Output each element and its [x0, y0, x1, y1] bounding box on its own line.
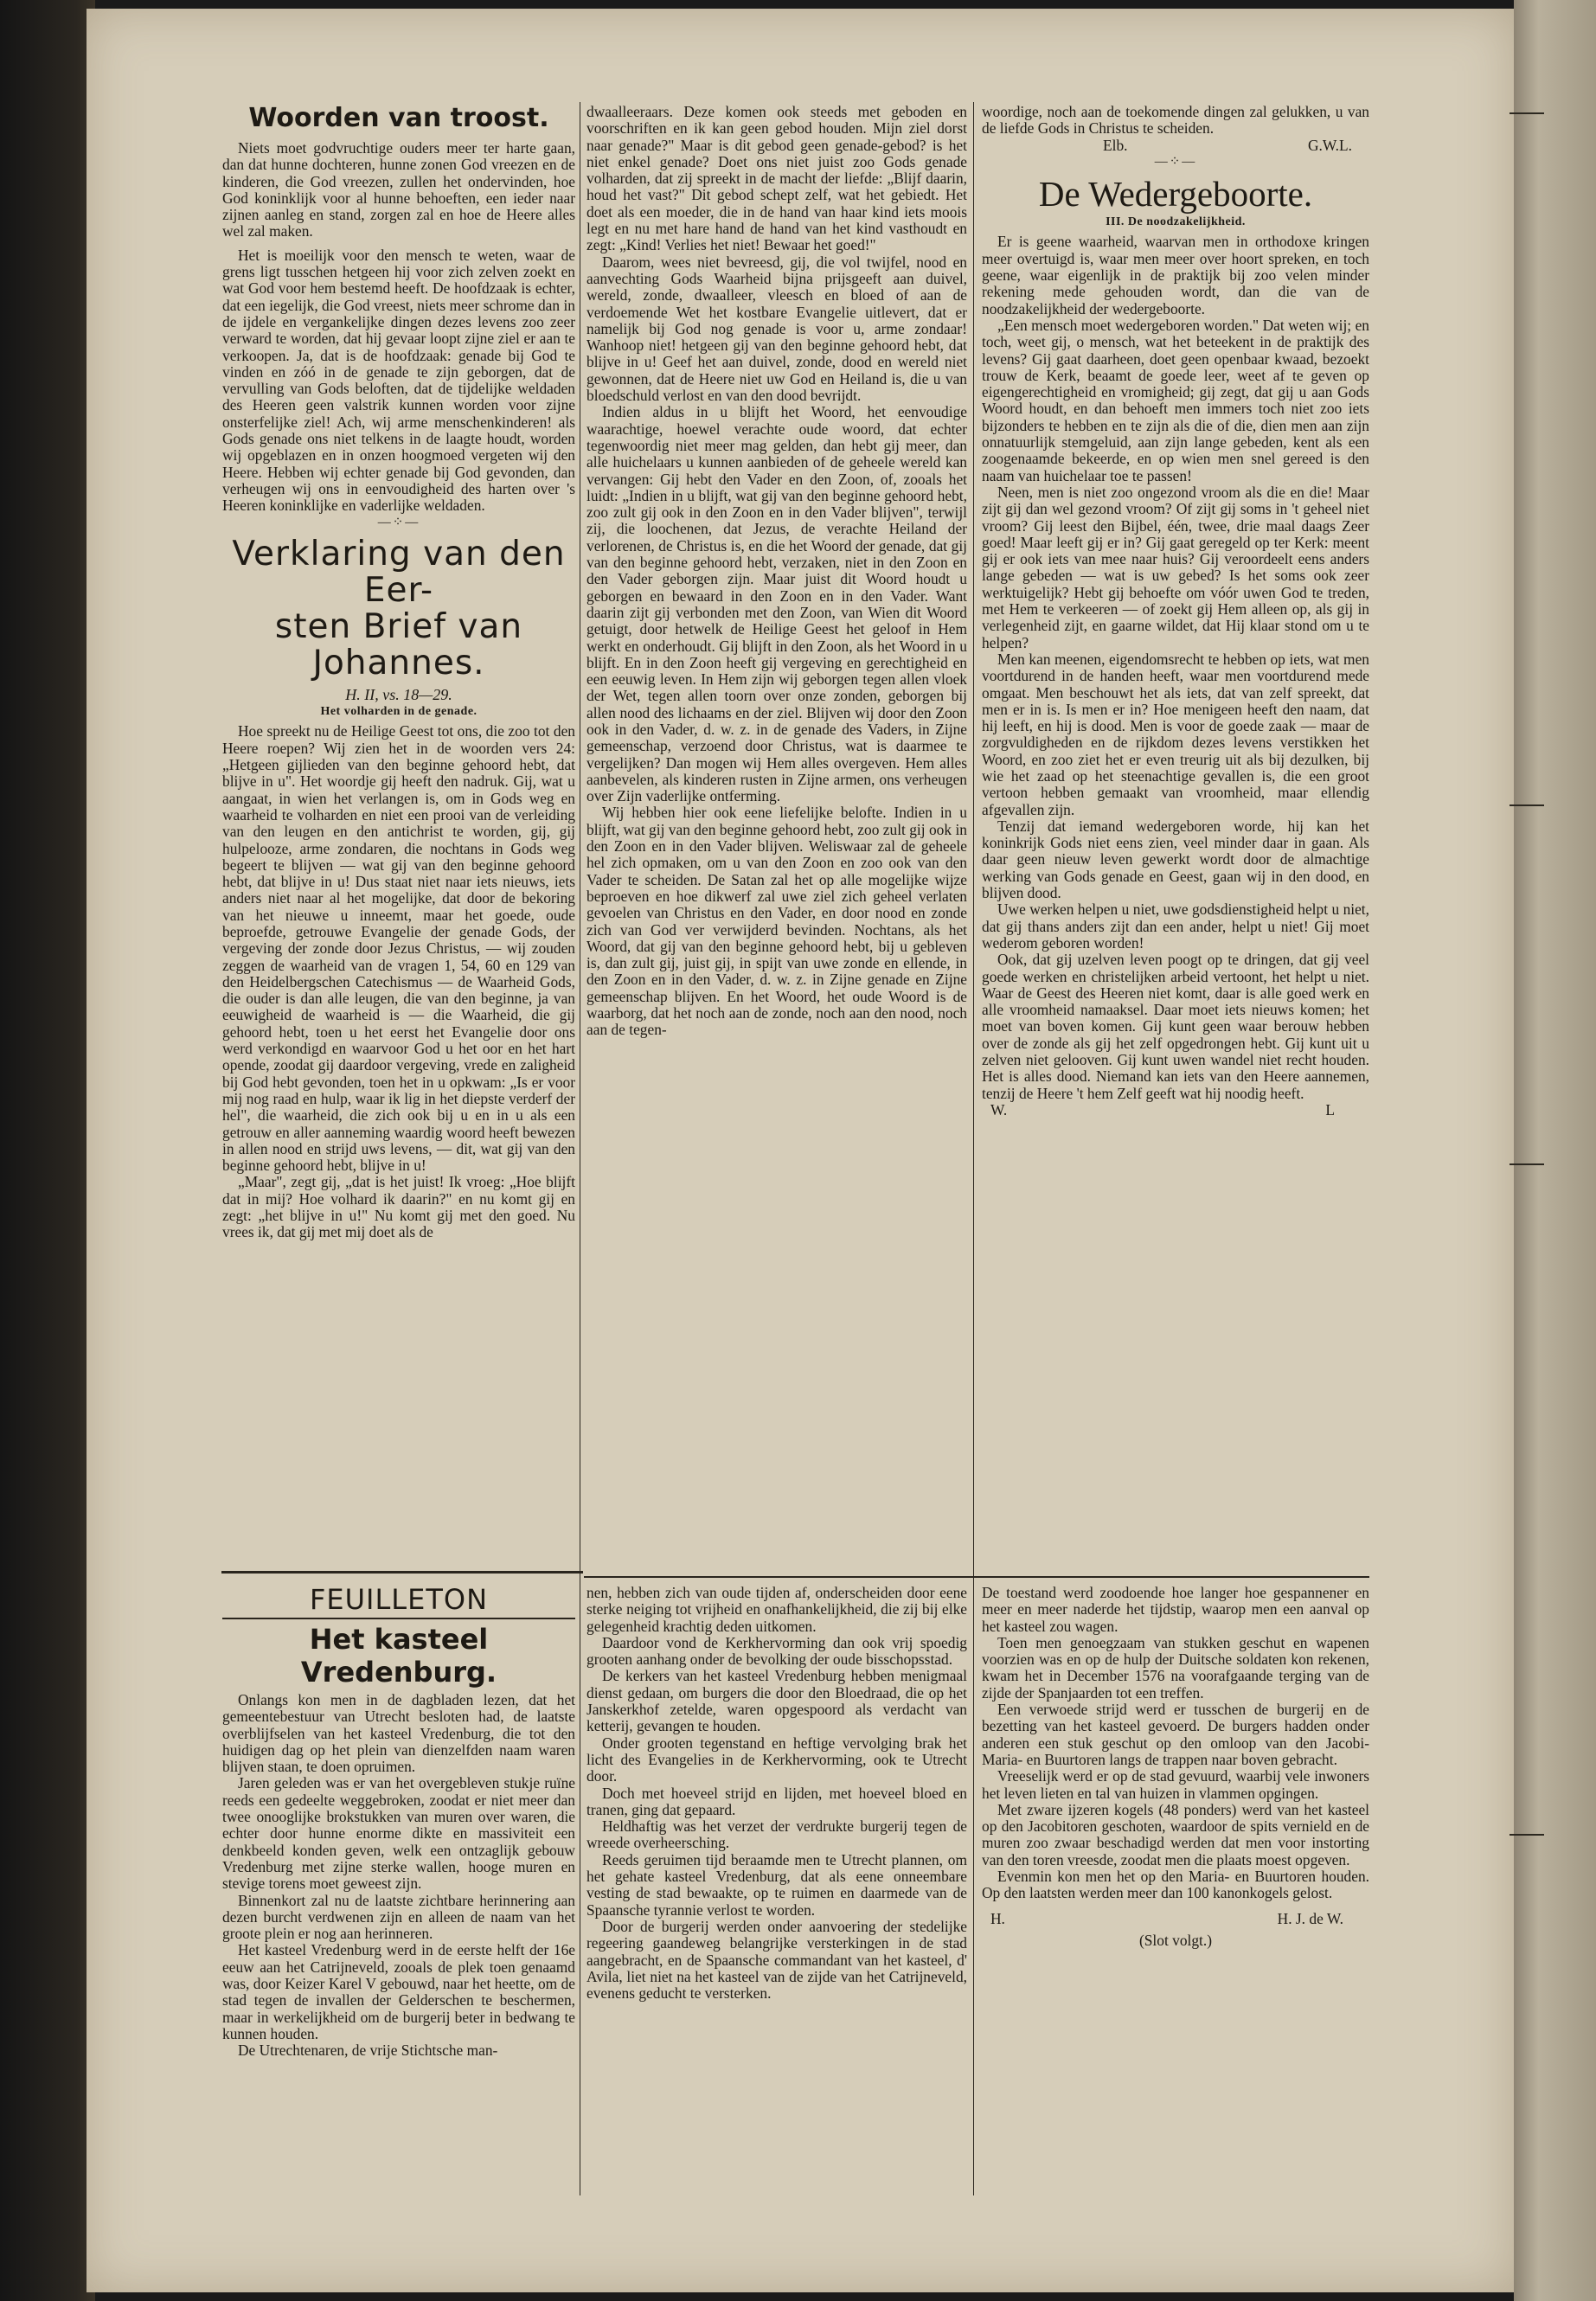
page-edge-mark [1509, 804, 1544, 806]
feuilleton-column-3 [982, 1585, 1369, 1949]
feuilleton-rule [222, 1618, 575, 1619]
paragraph: „Maar", zegt gij, „dat is het juist! Ik vroeg: „Hoe blijft dat in mij? Hoe volhard ik daarin?" en nu komt gij en zegt: „het blijve in u!" Nu komt gij met den goed. Nu vrees ik, dat gij met mij doet als de [222, 1173, 575, 1241]
ornament-divider: —⁘— [377, 515, 420, 529]
article-title-verklaring-line-2: sten Brief van Johannes. [274, 606, 523, 683]
paragraph: Binnenkort zal nu de laatste zichtbare herinnering aan dezen burcht verdwenen zijn en alleen de naam van het groote plein er nog aan herinneren. [222, 1891, 575, 1943]
paragraph: Jaren geleden was er van het overgebleven stukje ruïne reeds een gedeelte weggebroken, zoodat er niet meer dan twee onooglijke brokstukken van muren over waren, die echter door hunne enorme dikte en massiviteit een denkbeeld konden geven, welk een ontzaglijk gebouw Vredenburg met zijne sterke wallen, hooge muren en stevige torens moet geweest zijn. [222, 1774, 575, 1893]
paragraph: Er is geene waarheid, waarvan men in orthodoxe kringen meer overtuigd is, waar men meer over hoort spreken, en toch geene, waar eigenlijk in de praktijk bij zoo velen minder rekening mede gehouden wordt, dan die van de noodzakelijkheid der wedergeboorte. [982, 233, 1369, 317]
paragraph: „Een mensch moet wedergeboren worden." Dat weten wij; en toch, weet gij, o mensch, wat het beteekent in de praktijk des levens? Gij gaat daarheen, doet geen openbaar kwaad, bezoekt trouw de Kerk, beaamt de goede leer, weet af te geven op eigengerechtigheid en vromigheid; gij zegt, dat gij u aan Gods Woord houdt, en dan behoeft men immers toch niet zoo iets bijzonders te hebben en te zijn als die of die, dien men aan zijn onnatuurlijk stemgeluid, aan zijn lange gebeden, kent als een zoogenaamde bekeerde, en op wien men snel gereed is den naam van huichelaar toe te passen! [982, 316, 1369, 484]
paragraph: Vreeselijk werd er op de stad gevuurd, waarbij vele inwoners het leven lieten en tal van huizen in vlammen opgingen. [982, 1767, 1369, 1802]
scripture-reference: H. II, vs. 18—29. [345, 685, 452, 703]
signature-right: L [1325, 1100, 1335, 1118]
paragraph: Door de burgerij werden onder aanvoering der stedelijke regeering gaandeweg belangrijke versterkingen in de stad aangebracht, en de Spaansche commandant van het kasteel, d' Avila, liet niet na het kasteel van de zijde van het Catrijneveld, evenens geducht te versterken. [586, 1917, 967, 2003]
section-subhead: Het volharden in de genade. [320, 705, 478, 719]
paragraph: Met zware ijzeren kogels (48 ponders) werd van het kasteel op den Jacobitoren geschoten, waardoor de spits vernield en de muren zoo zwaar beschadigd werden dat men voor instorting van den toren vreesde, zoodat men die plaats moest opgeven. [982, 1800, 1369, 1868]
signature-left: H. [990, 1909, 1005, 1927]
paragraph: dwaalleeraars. Deze komen ook steeds met geboden en voorschriften en ik kan geen gebod houden. Mijn ziel dorst naar genade?" Maar is dit gebod geen genade-gebod? is het niet enkel genade? Doet ons niet juist zoo Gods genade volharden, dat zij spreekt in de macht der liefde: „Blijf daarin, houd het vast?" Dit gebod schept zelf, wat het gebiedt. Het doet als een moeder, die in de hand van haar kind iets moois legt en nu met hare hand de hand van het kind vasthoudt en zegt: „Kind! Verlies het niet! Bewaar het goed!" [586, 103, 967, 254]
paragraph: Niets moet godvruchtige ouders meer ter harte gaan, dan dat hunne dochteren, hunne zonen God vreezen en de kinderen, die God vreezen, zullen het ondervinden, hoe God koninklijk voor al hunne behoeften, een ieder naar zijnen aanleg en stand, zorgen zal en hoe de Heere alles wel zal maken. [222, 139, 575, 240]
column-1 [222, 104, 575, 1241]
column-2 [586, 104, 967, 1039]
scan-shadow-left [0, 0, 95, 2301]
paragraph: Heldhaftig was het verzet der verdrukte burgerij tegen de wreede overheersching. [586, 1817, 967, 1852]
paragraph: Onder grooten tegenstand en heftige vervolging brak het licht des Evangelies in de Kerkhervorming, ook te Utrecht door. [586, 1734, 967, 1785]
article-title-woorden-van-troost: Woorden van troost. [248, 103, 549, 133]
page-edge-mark [1509, 1163, 1544, 1165]
paragraph: Doch met hoeveel strijd en lijden, met hoeveel bloed en tranen, ging dat gepaard. [586, 1784, 967, 1818]
paragraph: De toestand werd zoodoende hoe langer hoe gespannener en meer en meer naderde het tijdstip, waarop men een aanval op het kasteel zou wagen. [982, 1584, 1369, 1635]
paragraph: Ook, dat gij uzelven leven poogt op te dringen, dat gij veel goede werken en christelijken arbeid vertoont, het helpt u niet. Waar de Geest des Heeren niet komt, daar is alle goed werk en alle vroomheid namaaksel. Daar moet iets nieuws komen; het moet van boven komen. Gij kunt geen waar berouw hebben over de zonde als gij het zelf opgedrongen hebt. Gij kunt uit u zelven niet gelooven. Gij kunt uwen wandel niet recht houden. Het is alles dood. Niemand kan iets van den Heere aannemen, tenzij de Heere 't hem Zelf geeft wat hij noodig heeft. [982, 951, 1369, 1102]
paragraph: Toen men genoegzaam van stukken geschut en wapenen voorzien was en op de hulp der Duitsche soldaten kon rekenen, kwam het in December 1576 na voorafgaande terging van de zijde der Spanjaarden tot een treffen. [982, 1633, 1369, 1702]
paragraph: Het kasteel Vredenburg werd in de eerste helft der 16e eeuw aan het Catrijneveld, zooals de plek toen genaamd was, door Keizer Karel V gebouwd, naar het heette, om de stad tegen de invallen der Gelderschen te beschermen, maar in werkelijkheid om de burgerij beter in bedwang te kunnen houden. [222, 1941, 575, 2042]
paragraph: Een verwoede strijd werd er tusschen de burgerij en de bezetting van het kasteel gevoerd. De burgers hadden onder anderen een stuk geschut op den omloop van den Jacobi- Maria- en Buurtoren langs de trappen naar boven gebracht. [982, 1701, 1369, 1768]
paragraph: Onlangs kon men in de dagbladen lezen, dat het gemeentebestuur van Utrecht besloten had, de laatste overblijfselen van het kasteel Vredenburg, die tot den huidigen dag op het plein van dienzelfden naam waren blijven staan, te doen opruimen. [222, 1691, 575, 1776]
paragraph: woordige, noch aan de toekomende dingen zal gelukken, u van de liefde Gods in Christus te scheiden. [982, 103, 1369, 138]
paragraph: Daarom, wees niet bevreesd, gij, die vol twijfel, nood en aanvechting Gods Waarheid bijna prijsgeeft aan duivel, wereld, zonde, dwaalleer, vleesch en bloed of aan de verdoemende Wet het kostbare Evangelie uitlevert, dat er namelijk bij God nog genade is voor u, arme zondaar! Wanhoop niet! hetgeen gij van den beginne gehoord hebt, dat blijve in u! Geef het aan duivel, zonde, dood en wereld niet gewonnen, dat de Heere niet uw God en Heiland is, die u van bloedschuld verlost en van den dood bevrijdt. [586, 253, 967, 405]
feuilleton-top-rule [221, 1571, 583, 1574]
book-spine-edge [1514, 0, 1596, 2301]
signature-line [982, 1902, 1369, 1927]
signature-line [982, 1102, 1369, 1118]
feuilleton-column-2 [586, 1585, 967, 2002]
signature-left: Elb. [1103, 136, 1128, 154]
article-title-wedergeboorte: De Wedergeboorte. [1038, 174, 1313, 215]
signature-right: G.W.L. [1307, 136, 1352, 154]
paragraph: De kerkers van het kasteel Vredenburg hebben menigmaal dienst gedaan, om burgers die door den Bloedraad, die op het Janskerkhof zetelde, waren opgespoord als verdacht van ketterij, gevangen te houden. [586, 1667, 967, 1735]
ornament-divider: —⁘— [1154, 154, 1197, 169]
to-be-continued-note: (Slot volgt.) [1138, 1931, 1213, 1949]
column-3 [982, 104, 1369, 1118]
paragraph: Indien aldus in u blijft het Woord, het eenvoudige waarachtige, hoewel verachte oude woord, dat echter tegenwoordig niet meer mag gelden, dan hebt gij meer, dan alle huichelaars u kunnen aanbieden of de geheele wereld kan vervangen: Gij hebt den Vader en den Zoon, of, zooals het luidt: „Indien in u blijft, wat gij van den beginne gehoord hebt, zoo zult gij ook in den Zoon en in den Vader blijven", terwijl zij, die loochenen, dat Jezus, de verachte Heiland der verlorenen, de Christus is, en die het Woord der genade, dat gij van den beginne gehoord hebt, verzaken, niet in den Zoon en den Vader geborgen zijn. Maar juist dit Woord houdt u geborgen en bewaard in den Zoon en in den Vader. Want daarin zijt gij verbonden met den Zoon, van Wien dit Woord getuigt, door hetwelk de Heilige Geest het geloof in Hem werkt en onderhoudt. Gij blijft in den Zoon, als het Woord in u blijft. En in den Zoon heeft gij vergeving en gerechtigheid en een eeuwig leven. In Hem zijn wij geborgen tegen allen vloek der Wet, tegen allen toorn over onze zonden, geborgen bij allen nood des lichaams en der ziel. Blijven wij door den Zoon ook in den Vader, d. w. z. in de genade des Vaders, in Zijne gemeenschap, verzoend door Christus, wat is daarmee te vergelijken? Dan mogen wij Hem alles overgeven. Hem alles aanbevelen, als kinderen rusten in Zijne armen, ons verheugen over Zijn vaderlijke ontferming. [586, 403, 967, 805]
paragraph: Evenmin kon men het op den Maria- en Buurtoren houden. Op den laatsten werden meer dan 100 kanonkogels gelost. [982, 1868, 1369, 1902]
paragraph: Wij hebben hier ook eene liefelijke belofte. Indien in u blijft, wat gij van den beginne gehoord hebt, zoo zult gij ook in den Zoon en in den Vader blijven. Weliswaar zal de geheele hel zich opmaken, om u van den Zoon en zoo ook van den Vader te scheiden. De Satan zal het op alle mogelijke wijze beproeven en hoe dikwerf zal uwe ziel zich geheel verlaten gevoelen van Christus en den Vader, en door nood en zonde zich van God ver verwijderd bevinden. Nochtans, als het Woord, dat gij van den beginne gehoord hebt, bij u gebleven is, dan zult gij, juist gij, in spijt van uwe zonde en ellende, in den Zoon en in den Vader, d. w. z. in Zijne genade en Zijne gemeenschap blijven. En het Woord, het oude Woord is de waarborg, dat het noch aan de zonde, noch aan den nood, noch aan de tegen- [586, 804, 967, 1039]
page-edge-mark [1509, 112, 1544, 114]
column-rule-2 [973, 102, 974, 2195]
paragraph: Reeds geruimen tijd beraamde men te Utrecht plannen, om het gehate kasteel Vredenburg, dat als eene onneembare vesting de stad bewaakte, op te ruimen en daarmede van de Spaansche tyrannie verlost te worden. [586, 1850, 967, 1919]
paragraph: Tenzij dat iemand wedergeboren worde, hij kan het koninkrijk Gods niet eens zien, veel minder daar in gaan. Als daar geen nieuw leven gewerkt wordt door de almachtige werking van Gods genade en Geest, gaan wij in den dood, en blijven dood. [982, 817, 1369, 902]
signature-right: H. J. de W. [1277, 1909, 1343, 1927]
paragraph: nen, hebben zich van oude tijden af, onderscheiden door eene sterke neiging tot vrijheid en onafhankelijkheid, die zij bij elke gelegenheid krachtig deden uitkomen. [586, 1584, 967, 1635]
feuilleton-column-1 [222, 1583, 575, 2060]
signature-left: W. [990, 1100, 1008, 1118]
paragraph: Het is moeilijk voor den mensch te weten, waar de grens ligt tusschen hetgeen hij voor zich zelven zoekt en wat God voor hem bestemd heeft. De hoofdzaak is echter, dat een iegelijk, die God vreest, niets meer schrome dan in de ijdele en vergankelijke dingen dezes levens zoo zeer verward te worden, dat hij gevaar loopt zijne ziel er aan te verkoopen. Ja, dat is de hoofdzaak: genade bij God te vinden en zóó in de genade te zijn geborgen, dat de vervulling van Gods beloften, dat de tijdelijke weldaden des Heeren geen valstrik kunnen worden voor zijne onsterfelijke ziel! Ach, wij arme menschenkinderen! als Gods genade ons niet telkens in de laagte houdt, worden wij opgeblazen en in onzen hoogmoed vergeten wij den Heere. Hebben wij echter genade bij God gevonden, dan verheugen wij ons in eenvoudigheid des harten over 's Heeren koninklijke en vaderlijke weldaden. [222, 246, 575, 515]
paragraph: De Utrechtenaren, de vrije Stichtsche man- [238, 2041, 498, 2060]
article-title-verklaring-line-1: Verklaring van den Eer- [232, 534, 566, 610]
paragraph: Neen, men is niet zoo ongezond vroom als die en die! Maar zijt gij dan wel gezond vroom? Of zijt gij soms in 't geheel niet vroom? Gij leest den Bijbel, één, twee, drie maal daags Zeer goed! Maar leeft gij er in? Gij gaat geregeld op ter Kerk: meent gij er ook iets van mee naar huis? Gij veroordeelt eens anders lange gebeden — wat is uw gebed? Is het soms ook zeer werktuigelijk? Hebt gij behoefte om vóór uwen God te treden, met Hem te verkeeren — of zoekt gij Hem alleen op, als gij in verlegenheid zijt, en gaarne wildet, dat Hij klaar stond om u te helpen? [982, 483, 1369, 651]
paragraph: Hoe spreekt nu de Heilige Geest tot ons, die zoo tot den Heere roepen? Wij zien het in de woorden vers 24: „Hetgeen gijlieden van den beginne gehoord hebt, dat blijve in u". Het woordje gij heeft den nadruk. Gij, wat u aangaat, in wien het verlangen is, om in Gods weg en waarheid te volharden en niet een prooi van de verleiding van den leugen en den antichrist te worden, gij, gij hulpelooze, arme zondaren, die nochtans in Gods weg begeert te blijven — wat gij van den beginne gehoord hebt, dat blijve in u! Dus staat niet naar iets nieuws, iets anders niet naar al het mogelijke, dat door de bekoring van het nieuwe u inneemt, maar het goede, oude beproefde, getrouwe Evangelie der genade Gods, der vergeving der zonde door Jezus Christus, — wij zouden zeggen de waarheid van de vragen 1, 54, 60 en 129 van den Heidelbergschen Catechismus — de Waarheid Gods, die ouder is dan alle leugen, die van den beginne, ja van eeuwigheid de waarheid is — die Waarheid, die gij gehoord hebt, toen u het eerst het Evangelie door ons werd verkondigd en waarvoor God u het oor en het hart opende, zoodat gij daardoor vergeving, vrede en zaligheid bij God hebt gevonden, toen het in u opkwam: „Is er voor mij nog raad en hulp, waar ik lig in het diepste verderf der hel", die waarheid, die zich ook bij u en in u als een getrouw en aller aanneming waardig woord heeft bewezen in allen nood en strijd uws levens, — dit, wat gij van den beginne gehoord hebt, blijve in u! [222, 722, 575, 1175]
page-edge-mark [1509, 1834, 1544, 1836]
signature-line [982, 138, 1369, 154]
paragraph: Uwe werken helpen u niet, uwe godsdienstigheid helpt u niet, dat gij thans anders zijt dan een ander, helpt u niet! Gij moet wederom geboren worden! [982, 901, 1369, 952]
newspaper-page [87, 9, 1514, 2292]
section-subhead: III. De noodzakelijkheid. [1106, 215, 1246, 229]
feuilleton-label: FEUILLETON [309, 1583, 489, 1616]
feuilleton-title: Het kasteel Vredenburg. [300, 1623, 497, 1689]
paragraph: Daardoor vond de Kerkhervorming dan ook vrij spoedig grooten aanhang onder de bevolking der oude bisschopsstad. [586, 1633, 967, 1669]
feuilleton-band-rule [584, 1576, 1369, 1578]
paragraph: Men kan meenen, eigendomsrecht te hebben op iets, wat men voortdurend in de handen heeft, waar men voortdurend mede omgaat. Men beschouwt het als iets, dat van zelf spreekt, dat men er in is. Is men er in? Hoe menigeen heeft den naam, dat hij leeft, en hij is dood. Men is voor de goede zaak — maar de zorgvuldigheden en de rijkdom dezes levens verstikken het Woord, en zoo ziet het er even treurig uit als bij dezulken, bij wie het zaad op het steenachtige gevallen is, die een groot vertoon hebben gemaakt van vroomheid, maar ellendig afgevallen zijn. [982, 650, 1369, 818]
